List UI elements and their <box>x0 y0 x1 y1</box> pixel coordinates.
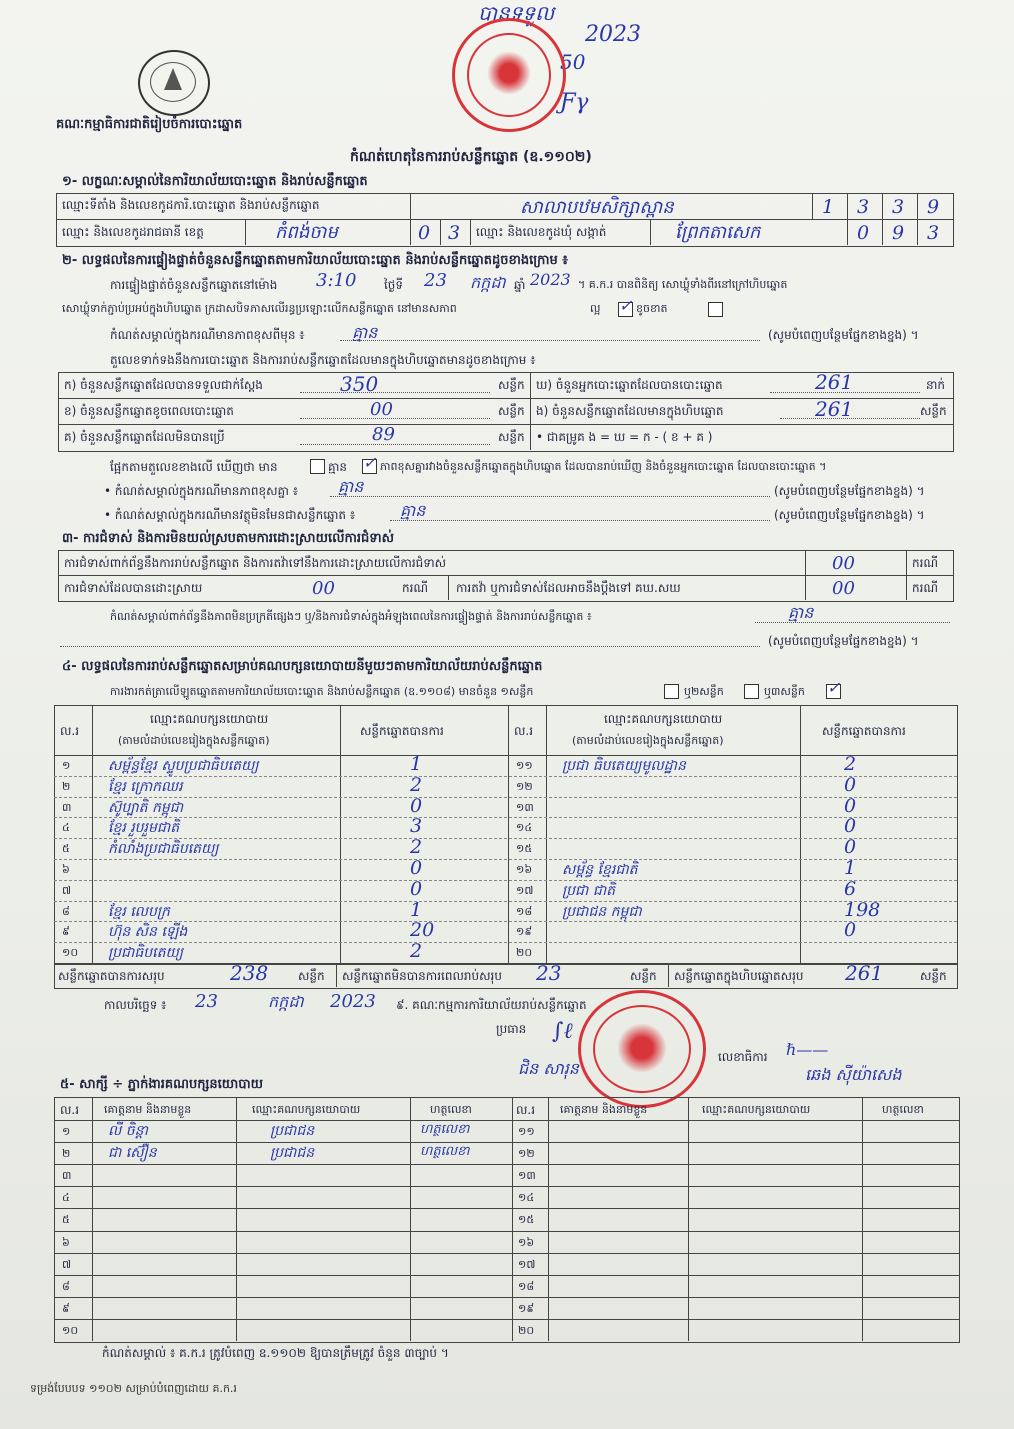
witness-row-no: ១ <box>62 1125 71 1138</box>
difference-none-checkbox[interactable]: ✓ <box>363 453 377 472</box>
complaint-label: ការជំទាស់ពាក់ព័ន្ធនឹងការរាប់សន្លឹកឆ្នោត និងការតវ៉ាទៅនឹងការដោះស្រាយលើការជំទាស់ <box>64 556 447 570</box>
counting-committee: ៩. គណៈកម្មការការិយាល័យរាប់សន្លឹកឆ្នោត <box>396 998 587 1012</box>
voters-value: 261 <box>815 370 854 394</box>
party-votes: 0 <box>844 919 857 942</box>
witness-row-no: ១៩ <box>518 1301 535 1315</box>
handwritten-year: 2023 <box>585 22 641 47</box>
col-sign: ហត្ថលេខា <box>430 1103 472 1116</box>
province-code-digit: 3 <box>448 222 461 244</box>
footnote: កំណត់សម្គាល់ ៖ គ.ក.រ ត្រូវបំពេញ ឧ.១១០២ ឱ្យបានត្រឹមត្រូវ ចំនួន ៣ច្បាប់ ។ <box>102 1346 449 1360</box>
unit: ករណី <box>912 581 939 595</box>
complaint-value: 00 <box>832 553 855 574</box>
sheets-count-text: ការងារកត់ត្រាលើឡូតឆ្នោតតាមការិយាល័យបោះឆ្នោត និងរាប់សន្លឹកឆ្នោត (ឧ.១១០៨) មានចំនួន ១សន្លឹក <box>110 685 534 698</box>
witness-row-no: ១៤ <box>518 1191 535 1205</box>
secretary-label: លេខាធិការ <box>718 1050 768 1064</box>
party-votes: 20 <box>410 919 435 942</box>
irregularity-remark-value: គ្មាន <box>788 603 814 622</box>
total-invalid-value: 23 <box>536 961 562 985</box>
section3-title: ៣- ការជំទាស់ និងការមិនយល់ស្របតាមការដោះស្រាយលើការជំទាស់ <box>62 531 394 546</box>
col-party: ឈ្មោះគណបក្សនយោបាយ <box>702 1103 811 1116</box>
witness-table <box>54 1097 960 1343</box>
chair-name: ជិន សារុន <box>518 1059 579 1078</box>
party-votes: 0 <box>410 877 423 900</box>
red-official-stamp-top <box>452 18 566 132</box>
received-label: ក) ចំនួនសន្លឹកឆ្នោតដែលបានទទួលជាក់ស្តែង <box>64 378 263 392</box>
party-name: ខ្មែរ ក្រោកឈរ <box>108 778 183 795</box>
col-no: ល.រ <box>516 1103 536 1117</box>
witness-row-no: ១៧ <box>518 1257 536 1271</box>
commune-code-digit: 0 <box>857 222 870 244</box>
party-name: ខ្មែរ លេបក្រ <box>108 903 170 920</box>
col-no: ល.រ <box>60 1103 80 1117</box>
difference-text-cont: ភាពខុសគ្នារវាងចំនួនសន្លឹកឆ្នោតក្នុងហិបឆ្នោត ដែលបានរាប់ឃើញ និងចំនួនអ្នកបោះឆ្នោត ដែលបានបោះឆ្នោត ។ <box>380 460 827 473</box>
party-name: ប្រជា ជាតិ <box>562 882 616 899</box>
hint: (សូមបំពេញបន្ថែមផ្នែកខាងខ្នង) ។ <box>774 508 925 522</box>
verify-time-value: 3:10 <box>316 270 357 291</box>
witness-party: ប្រជាជន <box>270 1145 315 1162</box>
good-condition-label: ល្អ <box>590 302 601 315</box>
province-code-digit: 0 <box>418 222 431 244</box>
commune-code-digit: 3 <box>927 222 940 244</box>
committee-name: គណៈកម្មាធិការជាតិរៀបចំការបោះឆ្នោត <box>56 117 243 132</box>
witness-row-no: ១៨ <box>518 1279 535 1293</box>
in-box-value: 261 <box>815 397 854 421</box>
difference-text: ផ្អែកតាមតួលេខខាងលើ ឃើញថា មាន <box>110 460 278 474</box>
section5-title: ៥- សាក្សី ÷ ភ្នាក់ងារគណបក្សនយោបាយ <box>60 1077 263 1092</box>
resolved-label: ការជំទាស់ដែលបានដោះស្រាយ <box>64 581 203 595</box>
party-votes: 0 <box>844 815 857 838</box>
party-row-no: ៩ <box>62 925 70 939</box>
party-row-no: ១៣ <box>516 800 534 814</box>
witness-row-no: ៦ <box>62 1235 70 1249</box>
party-votes: 2 <box>410 836 423 859</box>
good-condition-checkbox[interactable]: ✓ <box>619 296 633 315</box>
voters-label: ឃ) ចំនួនអ្នកបោះឆ្នោតដែលបានបោះឆ្នោត <box>536 378 723 392</box>
day-label: ថ្ងៃទី <box>384 278 404 292</box>
damaged-condition-checkbox[interactable] <box>708 302 723 317</box>
party-row-no: ៤ <box>62 821 70 835</box>
witness-row-no: ៧ <box>62 1257 72 1271</box>
date-day: 23 <box>195 991 218 1012</box>
party-name: សម្ព័ន្ធ ខ្មែរជាតិ <box>562 862 638 878</box>
date-month: កក្កដា <box>268 992 304 1011</box>
invalid-remark-value: គ្មាន <box>400 501 426 520</box>
three-sheets-checkbox[interactable]: ✓ <box>827 678 841 697</box>
inspection-text: ។ គ.ក.រ បានពិនិត្យ សោឃ្លុំទាំងពីរនៅក្រៅហិបឆ្នោត <box>578 278 788 291</box>
red-official-stamp-bottom <box>578 990 706 1108</box>
col-name: គោត្តនាម និងនាមខ្លួន <box>560 1103 648 1116</box>
party-row-no: ៨ <box>62 904 70 918</box>
total-box-value: 261 <box>845 961 884 985</box>
province-label: ឈ្មោះ និងលេខកូដរាជធានី ខេត្ត <box>62 225 204 239</box>
witness-row-no: ៤ <box>62 1191 70 1205</box>
witness-row-no: ៩ <box>62 1301 70 1315</box>
party-votes: 0 <box>410 794 423 817</box>
col-party: ឈ្មោះគណបក្សនយោបាយ <box>252 1103 361 1116</box>
witness-row-no: ១០ <box>62 1323 79 1337</box>
unit: ករណី <box>912 556 939 570</box>
location-code-digit: 3 <box>892 196 905 218</box>
party-votes: 1 <box>410 898 423 921</box>
secretary-signature: ℏ—— <box>786 1040 829 1059</box>
spoiled-value: 00 <box>370 399 393 420</box>
witness-row-no: ២ <box>62 1147 71 1161</box>
party-name: ប្រជាជន កម្ពុជា <box>562 903 642 920</box>
form-title: កំណត់ហេតុនៃការរាប់សន្លឹកឆ្នោត (ឧ.១១០២) <box>350 149 592 165</box>
unit: សន្លឹក <box>920 404 947 418</box>
party-name: កំលាំងប្រជាធិបតេយ្យ <box>108 841 219 858</box>
remark-value: គ្មាន <box>352 323 378 342</box>
handwritten-initial: Ƒγ <box>560 90 589 115</box>
form-footer: ទម្រង់បែបបទ ១១០២ សម្រាប់បំពេញដោយ គ.ក.រ <box>30 1382 237 1395</box>
date-year: 2023 <box>330 991 376 1012</box>
section2-title: ២- លទ្ធផលនៃការផ្ទៀងផ្ទាត់ចំនួនសន្លឹកឆ្នោតតាមការិយាល័យបោះឆ្នោត និងរាប់សន្លឹកឆ្នោតដូចខាងក្រោម ៖ <box>62 253 568 268</box>
commune-label: ឈ្មោះ និងលេខកូដឃុំ សង្កាត់ <box>476 225 607 239</box>
remark-hint: (សូមបំពេញបន្ថែមផ្នែកខាងខ្នង) ។ <box>768 328 919 342</box>
witness-signature: ហត្ថលេខា <box>420 1122 470 1137</box>
unit: សន្លឹក <box>498 404 525 418</box>
resolved-value: 00 <box>312 578 335 599</box>
damaged-condition-label: ខូចខាត <box>636 302 668 315</box>
formula: • ជាគម្រូគ ង = ឃ = ក - ( ខ + គ ) <box>536 430 713 444</box>
location-code-digit: 3 <box>857 196 870 218</box>
unit: សន្លឹក <box>498 430 525 444</box>
col-no: ល.រ <box>514 724 534 738</box>
witness-row-no: ៥ <box>62 1213 70 1227</box>
witness-name: ជា ស៊ឿន <box>108 1145 157 1162</box>
figures-intro: តួលេខទាក់ទងនឹងការបោះឆ្នោត និងការរាប់សន្លឹកឆ្នោតដែលមានក្នុងហិបឆ្នោតមានដូចខាងក្រោម ៖ <box>110 353 536 367</box>
party-votes: 2 <box>410 940 423 963</box>
seal-condition-text: សោឃ្លុំទាក់ភ្ជាប់ប្រអប់ក្នុងហិបឆ្នោត ក្រដាសបិទភាសលើរន្ធប្រឡោះលើកសន្លឹកឆ្នោត នៅមានសភាព <box>62 302 457 315</box>
witness-row-no: ១២ <box>518 1147 535 1161</box>
party-row-no: ១៦ <box>516 863 533 876</box>
party-row-no: ១៨ <box>516 904 533 918</box>
two-sheets-label: ឬ២សន្លឹក <box>684 685 724 698</box>
commune-code-digit: 9 <box>892 222 905 244</box>
unit: សន្លឹក <box>498 378 525 392</box>
unused-label: គ) ចំនួនសន្លឹកឆ្នោតដែលមិនបានប្រើ <box>64 430 225 444</box>
location-code-digit: 9 <box>927 196 940 218</box>
witness-row-no: ១៥ <box>518 1213 535 1227</box>
col-sign: ហត្ថលេខា <box>882 1103 924 1116</box>
section4-title: ៤- លទ្ធផលនៃការរាប់សន្លឹកឆ្នោតសម្រាប់គណបក្សនយោបាយនីមួយៗតាមការិយាល័យរាប់សន្លឹកឆ្នោត <box>62 659 543 674</box>
witness-signature: ហត្ថលេខា <box>420 1144 470 1160</box>
col-votes: សន្លឹកឆ្នោតបានការ <box>360 724 444 738</box>
verify-time-label: ការផ្ទៀងផ្ទាត់ចំនួនសន្លឹកឆ្នោតនៅម៉ោង <box>110 278 278 292</box>
nec-logo-icon <box>138 50 210 116</box>
unit: សន្លឹក <box>920 969 947 983</box>
party-row-no: ១០ <box>62 946 79 960</box>
spoiled-label: ខ) ចំនួនសន្លឹកឆ្នោតខូចពេលបោះឆ្នោត <box>64 404 234 418</box>
party-votes: 0 <box>410 857 423 879</box>
party-votes: 0 <box>844 794 857 817</box>
date-label: កាលបរិច្ឆេទ ៖ <box>104 998 167 1012</box>
totals-row <box>54 963 958 989</box>
chair-signature: ∫ℓ <box>552 1019 573 1044</box>
in-box-label: ង) ចំនួនសន្លឹកឆ្នោតដែលមានក្នុងហិបឆ្នោត <box>536 404 724 418</box>
three-sheets-label: ឬ៣សន្លឹក <box>764 685 805 698</box>
party-name: ហ៊ុន សិន ឡើង <box>108 924 188 941</box>
remark-label: កំណត់សម្គាល់ក្នុងករណីមានភាពខុសពីមុន ៖ <box>110 328 305 342</box>
witness-row-no: ៣ <box>62 1169 72 1183</box>
party-votes: 198 <box>844 898 881 921</box>
party-name: ស៊ូប្បាតិ កម្ពុជា <box>108 799 184 816</box>
col-no: ល.រ <box>60 724 80 738</box>
party-row-no: ១៧ <box>516 883 534 897</box>
invalid-remark-label: • កំណត់សម្គាល់ក្នុងករណីមានវត្ថុមិនមែនជាសន្លឹកឆ្នោត ៖ <box>104 508 356 522</box>
section1-title: ១- លក្ខណៈសម្គាល់នៃការិយាល័យបោះឆ្នោត និងរាប់សន្លឹកឆ្នោត <box>62 174 368 189</box>
difference-none-label: គ្មាន <box>328 460 348 474</box>
total-invalid-label: សន្លឹកឆ្នោតមិនបានការពេលរាប់សរុប <box>342 969 502 983</box>
party-votes: 1 <box>410 753 423 775</box>
two-sheets-checkbox[interactable] <box>744 684 759 699</box>
unit: ករណី <box>402 581 429 595</box>
diff-remark-label: • កំណត់សម្គាល់ក្នុងករណីមានភាពខុសគ្នា ៖ <box>104 484 299 498</box>
secretary-name: ឆេង ស៊ីយ៉ាសេង <box>805 1065 902 1084</box>
party-row-no: ១ <box>62 759 71 772</box>
party-name: ប្រជា ធិបតេយ្យមូលដ្ឋាន <box>562 758 686 774</box>
party-row-no: ១៤ <box>516 821 533 835</box>
handwritten-number: 50 <box>560 50 586 74</box>
witness-party: ប្រជាជន <box>270 1123 315 1139</box>
witness-row-no: ១៦ <box>518 1235 535 1249</box>
witness-row-no: ៨ <box>62 1279 70 1293</box>
party-row-no: ២ <box>62 779 71 793</box>
party-row-no: ៦ <box>62 863 70 876</box>
difference-yes-checkbox[interactable] <box>310 459 325 474</box>
unit: សន្លឹក <box>298 969 325 983</box>
party-row-no: ១៩ <box>516 925 533 939</box>
total-box-label: សន្លឹកឆ្នោតក្នុងហិបឆ្នោតសរុប <box>674 969 804 983</box>
party-votes: 1 <box>844 857 857 879</box>
hint: (សូមបំពេញបន្ថែមផ្នែកខាងខ្នង) ។ <box>768 634 919 648</box>
chair-label: ប្រធាន <box>496 1022 527 1036</box>
appeal-label: ការតវ៉ា ឬការជំទាស់ដែលអាចនឹងប្តឹងទៅ គឃ.សឃ <box>456 581 681 595</box>
col-party-sub: (តាមលំដាប់លេខរៀងក្នុងសន្លឹកឆ្នោត) <box>118 734 270 747</box>
province-value: កំពង់ចាម <box>275 222 338 243</box>
party-name: សម្ព័ន្ធខ្មែរ ស្ទូបប្រជាធិបតេយ្យ <box>108 758 259 774</box>
party-row-no: ៧ <box>62 883 72 897</box>
commune-value: ព្រែកតាសេក <box>675 222 761 243</box>
diff-remark-value: គ្មាន <box>338 477 364 496</box>
total-valid-value: 238 <box>230 961 269 985</box>
year-label: ឆ្នាំ <box>514 278 526 292</box>
party-row-no: ២០ <box>516 946 533 960</box>
location-label: ឈ្មោះទីតាំង និងលេខកូដការិ.បោះឆ្នោត និងរាប់សន្លឹកឆ្នោត <box>62 198 320 212</box>
party-votes: 0 <box>844 773 857 796</box>
total-valid-label: សន្លឹកឆ្នោតបានការសរុប <box>58 969 165 983</box>
party-name: ប្រជាធិបតេយ្យ <box>108 945 183 962</box>
col-name: គោត្តនាម និងនាមខ្លួន <box>104 1103 192 1116</box>
col-party: ឈ្មោះគណបក្សនយោបាយ <box>150 712 269 726</box>
one-sheet-checkbox[interactable] <box>664 684 679 699</box>
unused-value: 89 <box>372 424 395 445</box>
handwritten-received-note: បានទទួល <box>478 1 555 25</box>
witness-name: លី ចិន្តា <box>108 1123 148 1139</box>
party-votes: 3 <box>410 815 423 838</box>
party-votes: 2 <box>410 773 423 796</box>
witness-row-no: ១១ <box>518 1125 535 1138</box>
col-party: ឈ្មោះគណបក្សនយោបាយ <box>604 712 723 726</box>
party-row-no: ៥ <box>62 842 70 856</box>
unit: សន្លឹក <box>630 969 657 983</box>
month-value: កក្កដា <box>470 273 506 292</box>
party-votes: 6 <box>844 877 857 900</box>
col-party-sub: (តាមលំដាប់លេខរៀងក្នុងសន្លឹកឆ្នោត) <box>572 734 724 747</box>
irregularity-remark-label: កំណត់សម្គាល់ពាក់ព័ន្ធនឹងភាពមិនប្រក្រតីផ្សេងៗ ឬ/និងការជំទាស់ក្នុងអំឡុងពេលនៃការផ្ទៀងផ្ទាត់ និងការរាប់សន្លឹកឆ្នោត ៖ <box>110 610 592 623</box>
location-value: សាលាបឋមសិក្សាស្ពាន <box>520 197 674 218</box>
party-row-no: ១៥ <box>516 842 533 856</box>
party-name: ខ្មែរ រួបរួមជាតិ <box>108 820 180 837</box>
party-votes: 0 <box>844 836 857 859</box>
witness-row-no: ១៣ <box>518 1169 536 1183</box>
unit: នាក់ <box>926 378 946 392</box>
witness-row-no: ២០ <box>518 1323 535 1337</box>
party-row-no: ១២ <box>516 779 533 793</box>
col-votes: សន្លឹកឆ្នោតបានការ <box>822 724 906 738</box>
received-value: 350 <box>340 372 379 396</box>
party-row-no: ៣ <box>62 800 72 814</box>
day-value: 23 <box>424 270 447 291</box>
party-row-no: ១១ <box>516 759 533 772</box>
party-votes: 2 <box>844 753 857 775</box>
hint: (សូមបំពេញបន្ថែមផ្នែកខាងខ្នង) ។ <box>774 484 925 498</box>
location-code-digit: 1 <box>822 196 835 218</box>
year-value: 2023 <box>530 270 571 289</box>
appeal-value: 00 <box>832 578 855 599</box>
